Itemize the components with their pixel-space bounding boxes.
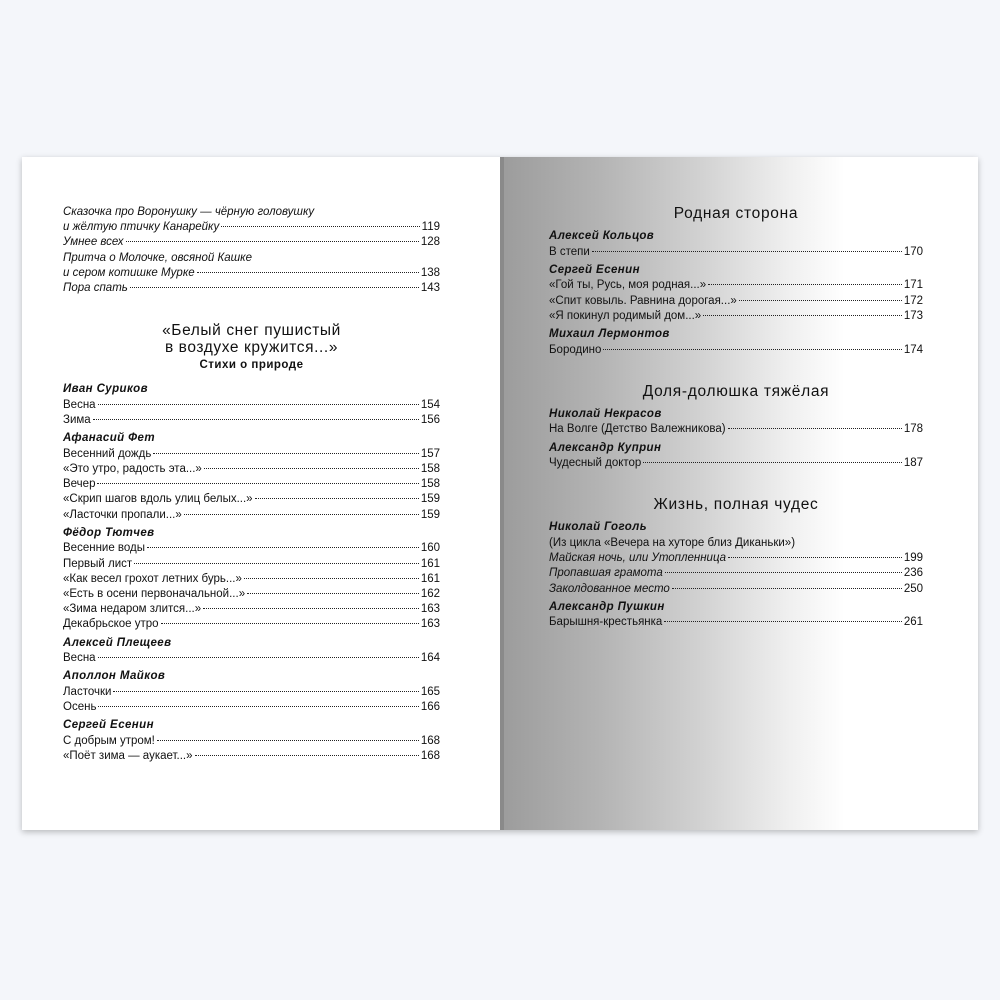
dot-leader bbox=[664, 621, 901, 622]
toc-entry-title: В степи bbox=[549, 245, 590, 258]
toc-entry-title: Зима bbox=[63, 414, 91, 427]
toc-entry-page: 170 bbox=[903, 245, 923, 258]
toc-entry bbox=[63, 572, 440, 587]
dot-leader bbox=[244, 578, 419, 579]
dot-leader bbox=[221, 226, 419, 227]
toc-section bbox=[549, 383, 923, 472]
toc-entry bbox=[63, 220, 440, 235]
author-name: Алексей Плещеев bbox=[63, 636, 172, 649]
section-title: Жизнь, полная чудес bbox=[653, 496, 819, 514]
toc-entry-title: и сером котишке Мурке bbox=[63, 266, 195, 279]
toc-entry bbox=[63, 749, 440, 764]
toc-entry-page: 128 bbox=[420, 236, 440, 249]
toc-entry bbox=[63, 685, 440, 700]
dot-leader bbox=[98, 706, 418, 707]
toc-entry-title: «Скрип шагов вдоль улиц белых...» bbox=[63, 493, 253, 506]
dot-leader bbox=[130, 287, 419, 288]
dot-leader bbox=[204, 468, 419, 469]
toc-entry-page: 172 bbox=[903, 294, 923, 307]
toc-entry bbox=[549, 309, 923, 324]
toc-entry-page: 161 bbox=[420, 572, 440, 585]
dot-leader bbox=[247, 593, 419, 594]
toc-entry bbox=[63, 557, 440, 572]
toc-entry-page: 174 bbox=[903, 343, 923, 356]
toc-entry-page: 164 bbox=[420, 652, 440, 665]
toc-entry-title: Первый лист bbox=[63, 557, 133, 570]
dot-leader bbox=[147, 547, 419, 548]
toc-entry-page: 159 bbox=[420, 493, 440, 506]
toc-entry bbox=[549, 456, 923, 471]
dot-leader bbox=[255, 498, 419, 499]
right-page-content bbox=[549, 205, 923, 631]
intro-entry bbox=[63, 235, 440, 250]
toc-entry-title: С добрым утром! bbox=[63, 735, 155, 748]
author-name: Николай Некрасов bbox=[549, 407, 662, 420]
author-name: Михаил Лермонтов bbox=[549, 328, 670, 340]
toc-entry-title: Вечер bbox=[63, 478, 96, 491]
dot-leader bbox=[97, 483, 418, 484]
toc-entry-title: «Я покинул родимый дом...» bbox=[549, 309, 702, 322]
dot-leader bbox=[672, 588, 902, 589]
toc-entry-title: «Поёт зима — аукает...» bbox=[63, 750, 193, 763]
toc-entry-page: 168 bbox=[420, 750, 440, 763]
toc-entry-title: «Гой ты, Русь, моя родная...» bbox=[549, 279, 707, 292]
author-name: Александр Куприн bbox=[549, 441, 662, 454]
toc-entry-page: 138 bbox=[420, 266, 440, 279]
toc-entry-page: 187 bbox=[903, 457, 923, 470]
author-name: Фёдор Тютчев bbox=[63, 526, 155, 539]
toc-entry-title: Весенние воды bbox=[63, 542, 146, 555]
toc-entry-title: Ласточки bbox=[63, 686, 112, 699]
dot-leader bbox=[93, 419, 419, 420]
section-title-line: «Белый снег пушистый bbox=[162, 322, 341, 340]
section-title: Доля-долюшка тяжёлая bbox=[642, 382, 830, 400]
toc-entry-page: 236 bbox=[903, 567, 923, 580]
author-name: Сергей Есенин bbox=[63, 719, 154, 732]
toc-entry bbox=[63, 447, 440, 462]
toc-entry bbox=[549, 245, 923, 260]
toc-entry-page: 173 bbox=[903, 309, 923, 322]
book-gutter bbox=[500, 157, 504, 830]
dot-leader bbox=[592, 251, 902, 252]
toc-entry-page: 162 bbox=[420, 588, 440, 601]
toc-entry-page: 160 bbox=[420, 542, 440, 555]
toc-entry bbox=[63, 235, 440, 250]
toc-entry bbox=[63, 508, 440, 523]
toc-entry-page: 163 bbox=[420, 618, 440, 631]
section-title: Родная сторона bbox=[673, 205, 799, 222]
toc-entry bbox=[63, 266, 440, 281]
toc-entry-page: 178 bbox=[903, 423, 923, 436]
toc-entry-title: Весенний дождь bbox=[63, 447, 152, 460]
toc-entry-page: 171 bbox=[903, 279, 923, 292]
toc-entry-title: «Это утро, радость эта...» bbox=[63, 463, 202, 476]
dot-leader bbox=[195, 755, 419, 756]
intro-entry bbox=[63, 205, 440, 235]
toc-entry-page: 250 bbox=[903, 582, 923, 595]
toc-entry-page: 165 bbox=[420, 686, 440, 699]
toc-entry-title: Весна bbox=[63, 398, 96, 411]
toc-entry bbox=[63, 477, 440, 492]
intro-entry bbox=[63, 251, 440, 281]
toc-entry bbox=[63, 651, 440, 666]
dot-leader bbox=[708, 284, 902, 285]
toc-entry bbox=[63, 492, 440, 507]
toc-entry-page: 158 bbox=[420, 463, 440, 476]
left-page-content bbox=[63, 205, 440, 764]
toc-entry-title: Бородино bbox=[549, 343, 602, 356]
dot-leader bbox=[728, 428, 902, 429]
toc-entry bbox=[549, 566, 923, 581]
toc-entry bbox=[63, 398, 440, 413]
dot-leader bbox=[161, 623, 419, 624]
toc-entry-page: 157 bbox=[420, 447, 440, 460]
toc-entry-page: 159 bbox=[420, 508, 440, 521]
toc-section bbox=[549, 205, 923, 358]
dot-leader bbox=[184, 514, 419, 515]
dot-leader bbox=[153, 453, 418, 454]
toc-entry bbox=[549, 422, 923, 437]
dot-leader bbox=[98, 404, 419, 405]
toc-entry-title: Пропавшая грамота bbox=[549, 567, 663, 580]
toc-entry bbox=[549, 551, 923, 566]
toc-entry bbox=[63, 587, 440, 602]
dot-leader bbox=[703, 315, 902, 316]
dot-leader bbox=[126, 241, 419, 242]
author-block bbox=[63, 431, 440, 523]
author-name: Иван Суриков bbox=[63, 383, 148, 396]
dot-leader bbox=[134, 563, 419, 564]
dot-leader bbox=[113, 691, 418, 692]
toc-entry bbox=[63, 734, 440, 749]
author-block bbox=[63, 718, 440, 764]
toc-entry-page: 158 bbox=[420, 478, 440, 491]
author-name: Аполлон Майков bbox=[63, 670, 166, 683]
toc-entry-page: 156 bbox=[420, 414, 440, 427]
dot-leader bbox=[643, 462, 901, 463]
dot-leader bbox=[203, 608, 419, 609]
toc-entry-title: Осень bbox=[63, 701, 97, 714]
right-page bbox=[502, 157, 978, 830]
dot-leader bbox=[157, 740, 419, 741]
author-block bbox=[63, 636, 440, 667]
dot-leader bbox=[98, 657, 419, 658]
toc-entry-page: 199 bbox=[903, 552, 923, 565]
toc-entry-title: Барышня-крестьянка bbox=[549, 616, 663, 629]
dot-leader bbox=[603, 349, 901, 350]
section-heading bbox=[63, 322, 440, 371]
toc-entry-page: 166 bbox=[420, 701, 440, 714]
dot-leader bbox=[665, 572, 902, 573]
toc-entry bbox=[549, 294, 923, 309]
toc-entry bbox=[549, 615, 923, 630]
toc-entry bbox=[63, 281, 440, 296]
toc-entry-title: Пора спать bbox=[63, 282, 128, 295]
toc-entry bbox=[63, 602, 440, 617]
dot-leader bbox=[728, 557, 902, 558]
toc-entry-title: Весна bbox=[63, 652, 96, 665]
toc-entry-title: На Волге (Детство Валежникова) bbox=[549, 423, 726, 436]
left-page bbox=[22, 157, 502, 830]
toc-entry-page: 161 bbox=[420, 557, 440, 570]
author-name: Александр Пушкин bbox=[549, 600, 665, 613]
toc-entry-title: Заколдованное место bbox=[549, 582, 670, 595]
toc-entry-title: Умнее всех bbox=[63, 236, 124, 249]
section-title-line: в воздухе кружится...» bbox=[164, 339, 339, 357]
toc-entry-title: Чудесный доктор bbox=[549, 457, 642, 470]
toc-entry-title-line: Сказочка про Воронушку — чёрную головушку bbox=[63, 206, 315, 218]
toc-entry bbox=[63, 541, 440, 556]
toc-entry-page: 119 bbox=[421, 221, 440, 234]
toc-entry bbox=[63, 700, 440, 715]
intro-entry bbox=[63, 281, 440, 296]
cycle-note: (Из цикла «Вечера на хуторе близ Диканьки») bbox=[549, 536, 796, 549]
author-block bbox=[63, 382, 440, 428]
toc-entry-title: «Есть в осени первоначальной...» bbox=[63, 588, 246, 601]
toc-entry-title: Декабрьское утро bbox=[63, 618, 159, 631]
author-name: Сергей Есенин bbox=[549, 263, 640, 276]
toc-entry bbox=[63, 413, 440, 428]
toc-entry bbox=[549, 582, 923, 597]
toc-entry-title: «Спит ковыль. Равнина дорогая...» bbox=[549, 294, 737, 307]
section-subtitle: Стихи о природе bbox=[199, 359, 304, 372]
toc-entry bbox=[549, 343, 923, 358]
toc-entry-title: «Зима недаром злится...» bbox=[63, 603, 202, 616]
toc-entry-title-line: Притча о Молочке, овсяной Кашке bbox=[63, 251, 252, 264]
toc-entry-page: 163 bbox=[420, 603, 440, 616]
toc-entry-title: Майская ночь, или Утопленница bbox=[549, 552, 727, 565]
book-spread bbox=[22, 157, 978, 830]
dot-leader bbox=[739, 300, 902, 301]
author-block bbox=[63, 526, 440, 633]
toc-entry bbox=[63, 462, 440, 477]
toc-entry-page: 154 bbox=[420, 398, 440, 411]
toc-section bbox=[549, 496, 923, 630]
toc-entry-page: 143 bbox=[420, 282, 440, 295]
toc-entry-page: 261 bbox=[903, 616, 923, 629]
toc-entry-title: и жёлтую птичку Канарейку bbox=[63, 221, 220, 234]
author-block bbox=[63, 669, 440, 715]
author-name: Афанасий Фет bbox=[63, 432, 155, 445]
toc-entry-title: «Ласточки пропали...» bbox=[63, 508, 182, 521]
toc-entry bbox=[549, 278, 923, 293]
author-name: Алексей Кольцов bbox=[549, 230, 655, 242]
author-name: Николай Гоголь bbox=[549, 521, 647, 534]
toc-entry-title: «Как весел грохот летних бурь...» bbox=[63, 572, 242, 585]
dot-leader bbox=[197, 272, 419, 273]
toc-entry-page: 168 bbox=[420, 735, 440, 748]
toc-entry bbox=[63, 617, 440, 632]
